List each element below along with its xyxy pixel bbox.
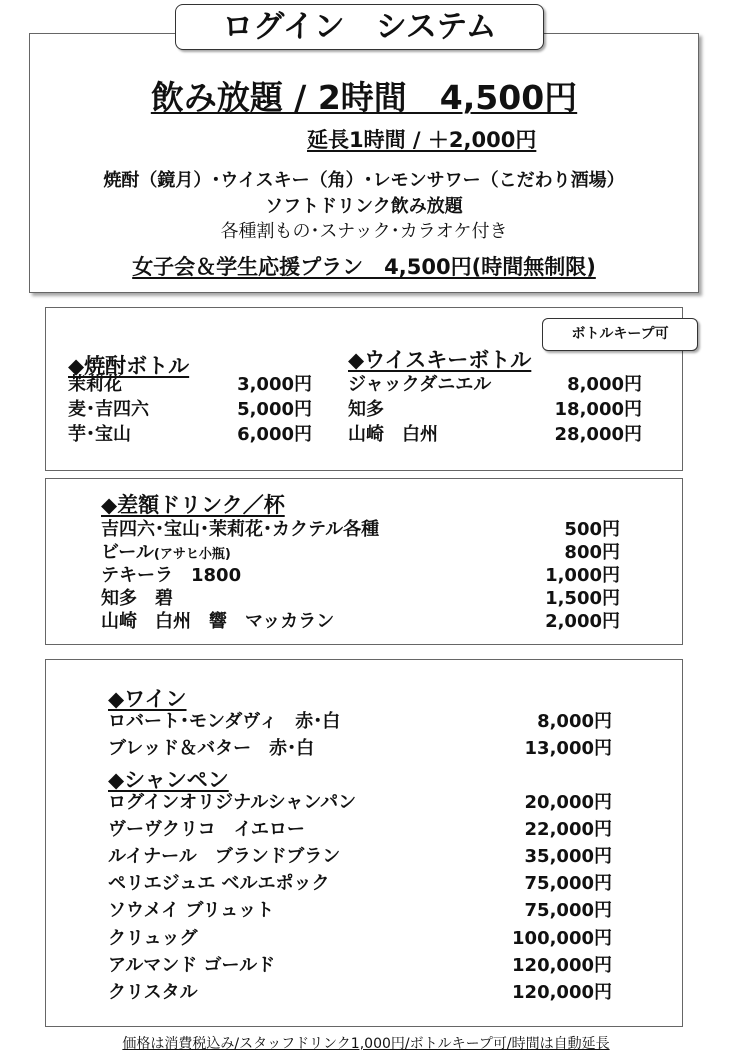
softdrink-line: ソフトドリンク飲み放題 xyxy=(265,196,463,217)
list-item-price: 2,000円 xyxy=(545,611,620,632)
list-item: クリスタル xyxy=(108,982,198,1003)
list-item: 山崎 白州 響 マッカラン xyxy=(101,611,335,632)
list-item: ソウメイ ブリュット xyxy=(108,900,275,921)
list-item-price: 500円 xyxy=(564,519,620,540)
list-item: テキーラ 1800 xyxy=(101,565,242,586)
drinks-line: 焼酎（鏡月）･ウイスキー（角）･レモンサワー（こだわり酒場） xyxy=(103,170,625,191)
special-plan-line: 女子会＆学生応援プラン 4,500円(時間無制限) xyxy=(132,255,596,279)
list-item-price: 5,000円 xyxy=(237,399,312,420)
list-item: ログインオリジナルシャンパン xyxy=(108,792,357,813)
page-title: ログイン システム xyxy=(175,4,544,50)
list-item: 知多 碧 xyxy=(101,588,173,609)
list-item-price: 1,000円 xyxy=(545,565,620,586)
list-item-price: 22,000円 xyxy=(524,819,612,840)
list-item-price: 75,000円 xyxy=(524,900,612,921)
list-item: クリュッグ xyxy=(108,928,198,949)
list-item-price: 120,000円 xyxy=(512,955,612,976)
list-item: 麦･吉四六 xyxy=(68,399,149,420)
list-item: ロバート･モンダヴィ 赤･白 xyxy=(108,711,341,732)
list-item xyxy=(101,542,231,566)
list-item-price: 75,000円 xyxy=(524,873,612,894)
champagne-heading: ◆シャンペン xyxy=(108,768,229,792)
list-item-price: 100,000円 xyxy=(512,928,612,949)
list-item: 芋･宝山 xyxy=(68,424,131,445)
plan-line: 飲み放題 / 2時間 4,500円 xyxy=(150,78,578,117)
upcharge-heading: ◆差額ドリンク／杯 xyxy=(101,493,285,517)
list-item-price: 20,000円 xyxy=(524,792,612,813)
list-item: 知多 xyxy=(348,399,384,420)
wine-heading: ◆ワイン xyxy=(108,687,187,711)
list-item-price: 6,000円 xyxy=(237,424,312,445)
list-item-price: 120,000円 xyxy=(512,982,612,1003)
whisky-heading: ◆ウイスキーボトル xyxy=(348,348,532,372)
list-item-price: 8,000円 xyxy=(537,711,612,732)
list-item-price: 3,000円 xyxy=(237,374,312,395)
list-item: ジャックダニエル xyxy=(348,374,492,395)
footer-note: 価格は消費税込み/スタッフドリンク1,000円/ボトルキープ可/時間は自動延長 xyxy=(122,1036,610,1052)
list-item-price: 28,000円 xyxy=(554,424,642,445)
shochu-heading: ◆焼酎ボトル xyxy=(68,354,190,378)
list-item: ペリエジュエ ベルエポック xyxy=(108,873,330,894)
list-item: 茉莉花 xyxy=(68,374,122,395)
list-item-note: (アサヒ小瓶) xyxy=(153,547,231,562)
bottle-keep-badge: ボトルキープ可 xyxy=(542,318,698,351)
list-item-price: 800円 xyxy=(564,542,620,563)
list-item: 山崎 白州 xyxy=(348,424,438,445)
list-item-price: 1,500円 xyxy=(545,588,620,609)
list-item-price: 18,000円 xyxy=(554,399,642,420)
list-item: ヴーヴクリコ イエロー xyxy=(108,819,305,840)
list-item-price: 8,000円 xyxy=(567,374,642,395)
list-item-price: 35,000円 xyxy=(524,846,612,867)
list-item: アルマンド ゴールド xyxy=(108,955,276,976)
list-item-price: 13,000円 xyxy=(524,738,612,759)
extension-line: 延長1時間 / ＋2,000円 xyxy=(307,128,537,152)
list-item-name: ビール xyxy=(101,542,154,563)
list-item: ブレッド＆バター 赤･白 xyxy=(108,738,315,759)
extras-line: 各種割もの･スナック･カラオケ付き xyxy=(220,221,508,242)
list-item: 吉四六･宝山･茉莉花･カクテル各種 xyxy=(101,519,380,540)
list-item: ルイナール ブランドブラン xyxy=(108,846,341,867)
